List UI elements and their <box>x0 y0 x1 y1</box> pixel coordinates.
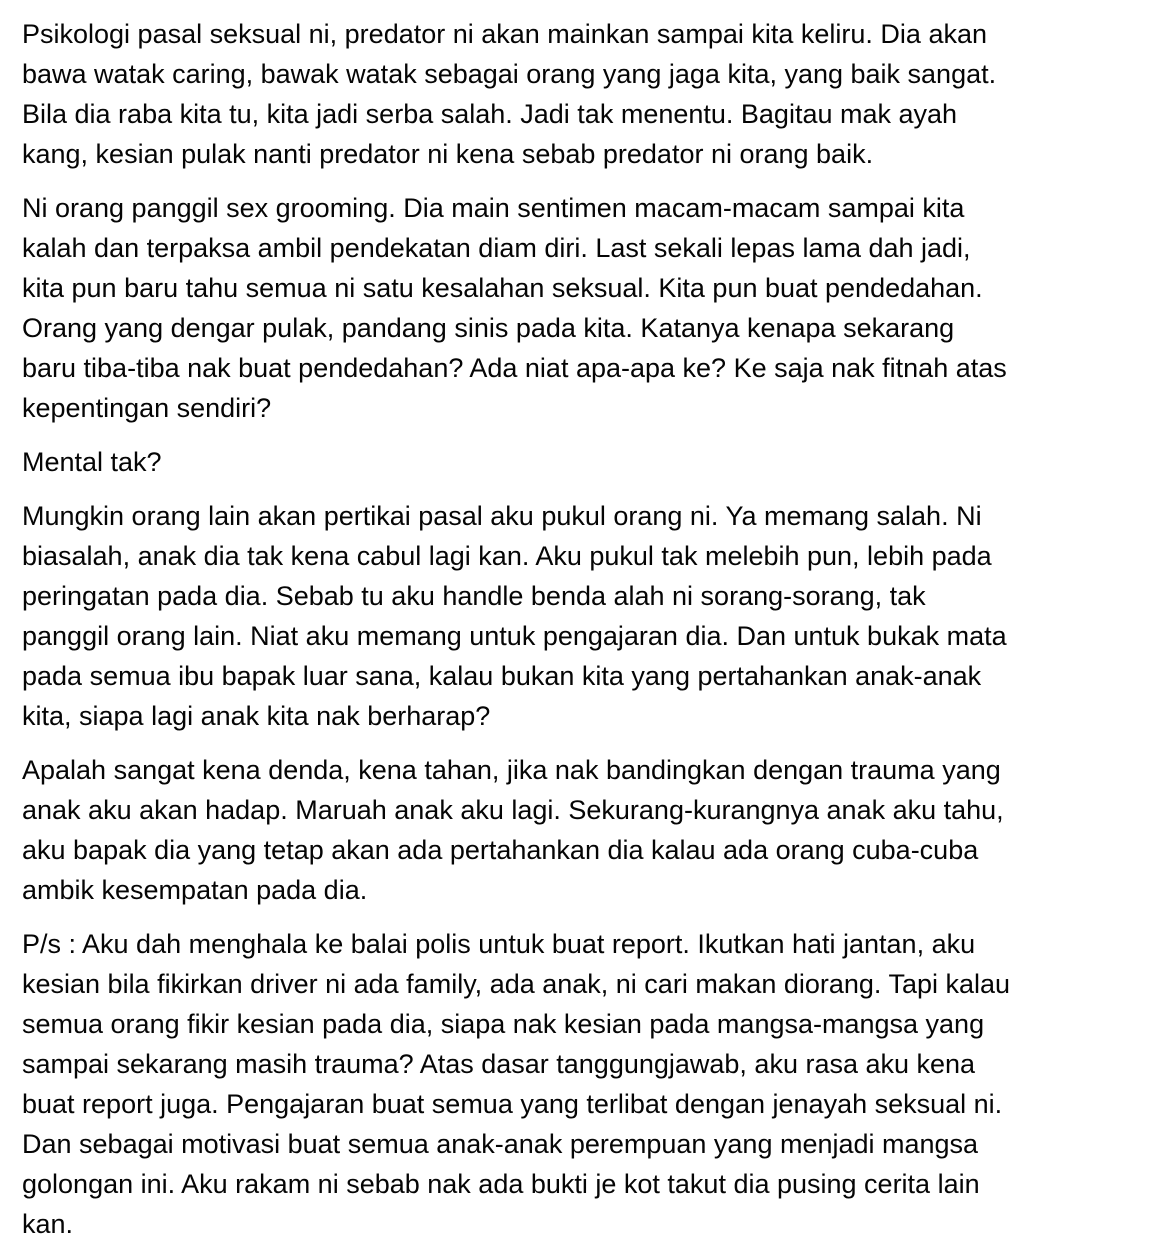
post-paragraph-5: Apalah sangat kena denda, kena tahan, jika nak bandingkan dengan trauma yang anak aku akan hadap. Maruah anak aku lagi. Sekurang-kurangnya anak aku tahu, aku bapak dia yang tetap akan ada pertahankan dia kalau ada orang cuba-cuba ambik kesempatan pada dia. <box>22 755 1004 905</box>
post-paragraph-2: Ni orang panggil sex grooming. Dia main sentimen macam-macam sampai kita kalah dan terpaksa ambil pendekatan diam diri. Last sekali lepas lama dah jadi, kita pun baru tahu semua ni satu kesalahan seksual. Kita pun buat pendedahan. Orang yang dengar pulak, pandang sinis pada kita. Katanya kenapa sekarang baru tiba-tiba nak buat pendedahan? Ada niat apa-apa ke? Ke saja nak fitnah atas kepentingan sendiri? <box>22 193 1007 423</box>
post-paragraph-4: Mungkin orang lain akan pertikai pasal aku pukul orang ni. Ya memang salah. Ni biasalah, anak dia tak kena cabul lagi kan. Aku pukul tak melebih pun, lebih pada peringatan pada dia. Sebab tu aku handle benda alah ni sorang-sorang, tak panggil orang lain. Niat aku memang untuk pengajaran dia. Dan untuk bukak mata pada semua ibu bapak luar sana, kalau bukan kita yang pertahankan anak-anak kita, siapa lagi anak kita nak berharap? <box>22 501 1007 731</box>
post-paragraph-1: Psikologi pasal seksual ni, predator ni akan mainkan sampai kita keliru. Dia akan bawa watak caring, bawak watak sebagai orang yang jaga kita, yang baik sangat. Bila dia raba kita tu, kita jadi serba salah. Jadi tak menentu. Bagitau mak ayah kang, kesian pulak nanti predator ni kena sebab predator ni orang baik. <box>22 19 997 169</box>
post-paragraph-6: P/s : Aku dah menghala ke balai polis untuk buat report. Ikutkan hati jantan, aku kesian bila fikirkan driver ni ada family, ada anak, ni cari makan diorang. Tapi kalau semua orang fikir kesian pada dia, siapa nak kesian pada mangsa-mangsa yang sampai sekarang masih trauma? Atas dasar tanggungjawab, aku rasa aku kena buat report juga. Pengajaran buat semua yang terlibat dengan jenayah seksual ni. Dan sebagai motivasi buat semua anak-anak perempuan yang menjadi mangsa golongan ini. Aku rakam ni sebab nak ada bukti je kot takut dia pusing cerita lain kan. <box>22 929 1011 1239</box>
post-paragraph-3: Mental tak? <box>22 447 162 477</box>
